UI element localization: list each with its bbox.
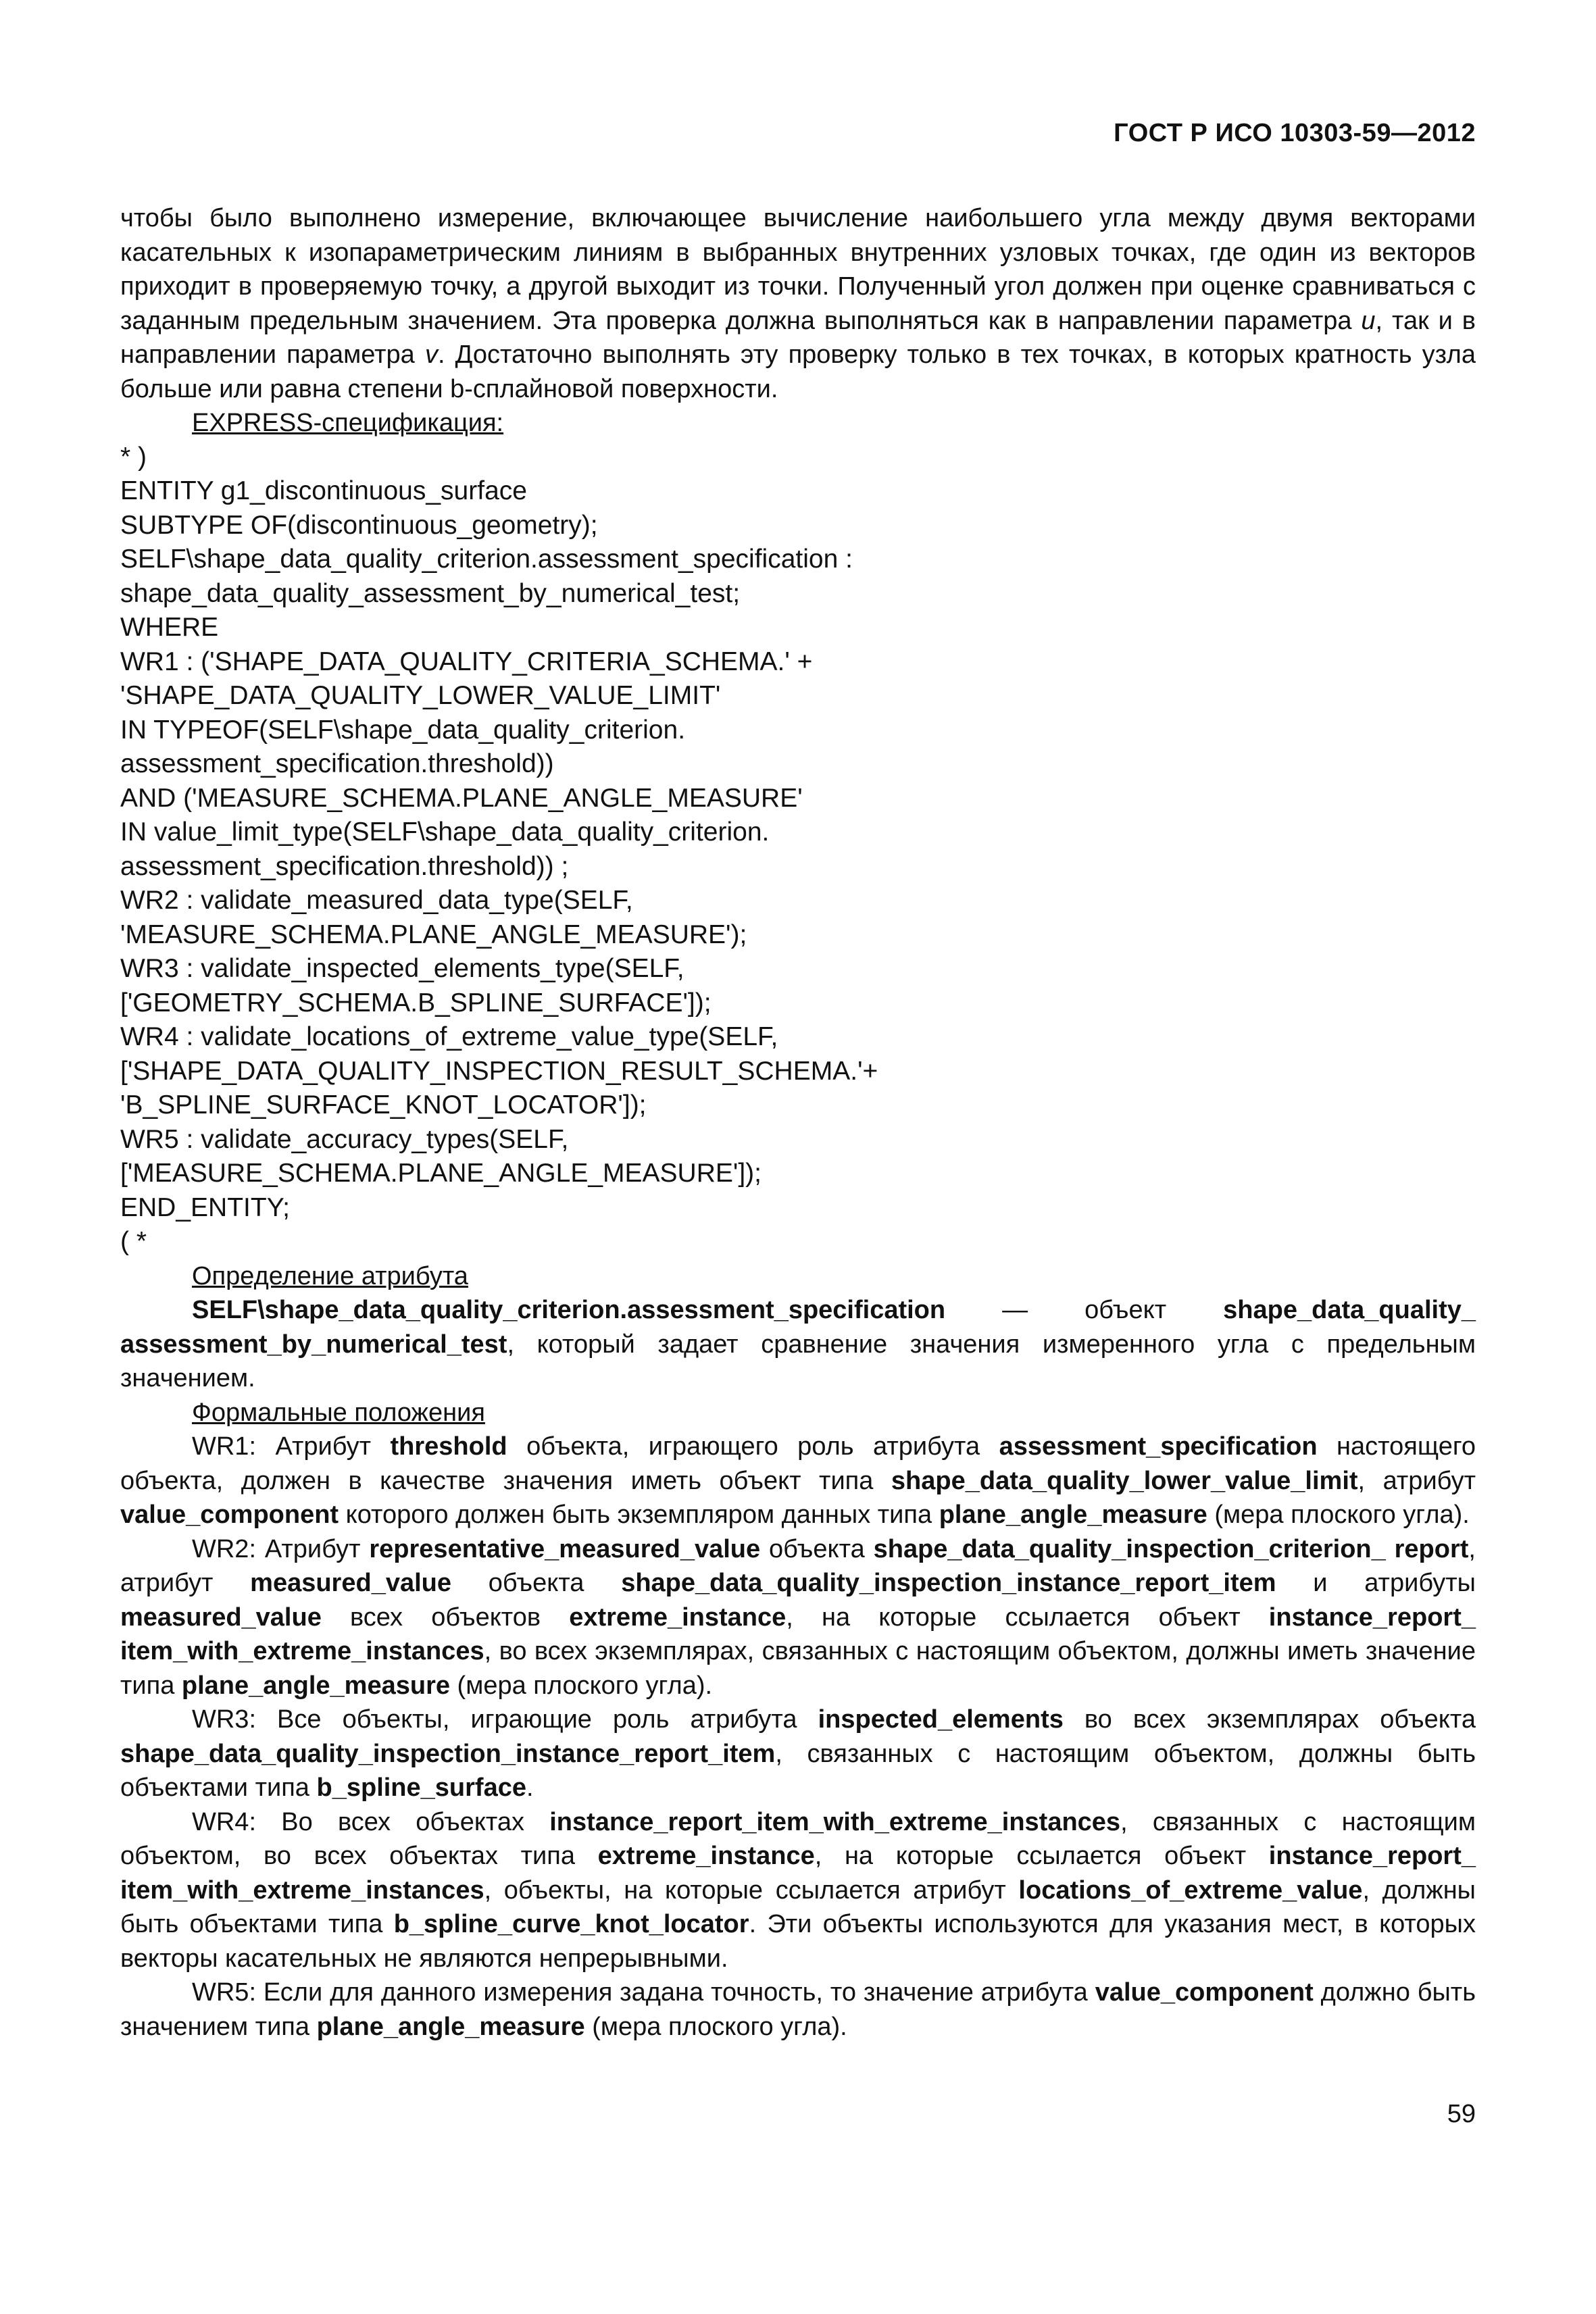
attribute-definition-label: Определение атрибута — [192, 1261, 468, 1290]
wr1-bold: plane_angle_measure — [939, 1501, 1207, 1529]
wr2-text: (мера плоского угла). — [450, 1671, 713, 1700]
wr1-bold: threshold — [390, 1432, 507, 1461]
wr2-text: WR2: Атрибут — [192, 1534, 370, 1563]
wr3-bold: inspected_elements — [818, 1705, 1064, 1734]
wr4-text: , связанных с настоящим объектом, во всех объектах типа — [120, 1807, 1476, 1870]
wr2-bold: extreme_instance — [569, 1603, 787, 1632]
express-spec-label: EXPRESS-спецификация: — [192, 409, 504, 437]
wr1-text: WR1: Атрибут — [192, 1432, 391, 1461]
code-line: ['SHAPE_DATA_QUALITY_INSPECTION_RESULT_SCHEMA.'+ — [120, 1056, 878, 1086]
attr-def-text-1: — объект — [945, 1296, 1224, 1324]
wr1-bold: value_component — [120, 1501, 339, 1529]
code-line: ( * — [120, 1227, 147, 1256]
wr2-text: , во всех экземплярах, связанных с настоящим объектом, должны иметь значение типа — [120, 1637, 1476, 1700]
page-header: ГОСТ Р ИСО 10303-59—2012 — [1114, 119, 1476, 147]
wr5-text: WR5: Если для данного измерения задана точность, то значение атрибута — [192, 1978, 1095, 2007]
code-line: SELF\shape_data_quality_criterion.assessment_specification : — [120, 545, 853, 574]
wr5-bold: value_component — [1095, 1978, 1314, 2007]
code-line: WR5 : validate_accuracy_types(SELF, — [120, 1124, 569, 1154]
wr5-text: должно быть значением типа — [120, 1978, 1476, 2041]
code-line: assessment_specification.threshold)) ; — [120, 851, 569, 881]
wr4-bold: locations_of_extreme_value — [1018, 1876, 1363, 1905]
wr1-bold: shape_data_quality_lower_value_limit — [891, 1466, 1358, 1495]
wr4-paragraph — [120, 1805, 1476, 1976]
code-line: 'SHAPE_DATA_QUALITY_LOWER_VALUE_LIMIT' — [120, 681, 721, 710]
code-line: 'B_SPLINE_SURFACE_KNOT_LOCATOR']); — [120, 1090, 647, 1120]
attr-def-bold-1: SELF\shape_data_quality_criterion.assessment_specification — [192, 1296, 946, 1324]
formal-provisions-label: Формальные положения — [192, 1398, 485, 1427]
wr3-bold: shape_data_quality_inspection_instance_report_item — [120, 1739, 776, 1768]
attr-def-text-2: , который задает сравнение значения измеренного угла с предельным значением. — [120, 1330, 1476, 1392]
code-line: IN TYPEOF(SELF\shape_data_quality_criterion. — [120, 715, 686, 745]
code-line: IN value_limit_type(SELF\shape_data_quality_criterion. — [120, 818, 770, 847]
wr2-bold: measured_value — [120, 1603, 322, 1632]
wr3-text: , связанных с настоящим объектом, должны быть объектами типа — [120, 1739, 1476, 1802]
wr4-bold: extreme_instance — [597, 1842, 815, 1870]
wr2-text: объекта — [451, 1569, 622, 1597]
wr1-text: (мера плоского угла). — [1207, 1501, 1470, 1529]
wr2-bold: shape_data_quality_inspection_criterion_ report — [873, 1534, 1469, 1563]
intro-paragraph — [120, 201, 1476, 406]
code-line: WR3 : validate_inspected_elements_type(SELF, — [120, 954, 684, 983]
code-line: ['GEOMETRY_SCHEMA.B_SPLINE_SURFACE']); — [120, 988, 712, 1017]
code-line: ['MEASURE_SCHEMA.PLANE_ANGLE_MEASURE']); — [120, 1159, 762, 1188]
code-line: WR2 : validate_measured_data_type(SELF, — [120, 886, 633, 915]
wr4-bold: b_spline_curve_knot_locator — [393, 1910, 749, 1938]
wr3-paragraph — [120, 1703, 1476, 1805]
wr1-bold: assessment_specification — [999, 1432, 1318, 1461]
wr4-text: , должны быть объектами типа — [120, 1876, 1476, 1938]
code-line: SUBTYPE OF(discontinuous_geometry); — [120, 510, 598, 540]
wr2-bold: instance_report_ item_with_extreme_instances — [120, 1603, 1476, 1665]
code-line: ENTITY g1_discontinuous_surface — [120, 476, 527, 505]
wr2-text: , на которые ссылается объект — [786, 1603, 1269, 1632]
code-line: WR1 : ('SHAPE_DATA_QUALITY_CRITERIA_SCHEMA.' + — [120, 647, 813, 676]
wr4-text: . Эти объекты используются для указания мест, в которых векторы касательных не являются непрерывными. — [120, 1910, 1476, 1973]
page-number: 59 — [1447, 2100, 1476, 2128]
code-line: END_ENTITY; — [120, 1192, 291, 1222]
intro-text-3: . Достаточно выполнять эту проверку только в тех точках, в которых кратность узла больше или равна степени b-сплайновой поверхности. — [120, 341, 1476, 403]
wr1-text: которого должен быть экземпляром данных типа — [339, 1501, 939, 1529]
wr3-bold: b_spline_surface — [316, 1774, 526, 1802]
attribute-definition-paragraph — [120, 1293, 1476, 1396]
wr4-text: , объекты, на которые ссылается атрибут — [484, 1876, 1019, 1905]
attr-def-bold-2: shape_data_quality_ assessment_by_numerical_test — [120, 1296, 1476, 1359]
intro-text-1: чтобы было выполнено измерение, включающее вычисление наибольшего угла между двумя векторами касательных к изопараметрическим линиям в выбранных внутренних узловых точках, где один из векторов приходит в проверяемую точку, а другой выходит из точки. Полученный угол должен при оценке сравниваться с заданным предельным значением. Эта проверка должна выполняться как в направлении параметра — [120, 204, 1476, 335]
wr4-text: WR4: Во всех объектах — [192, 1807, 550, 1836]
intro-param-u: u — [1361, 306, 1376, 335]
wr5-bold: plane_angle_measure — [316, 2012, 585, 2041]
wr3-text: WR3: Все объекты, играющие роль атрибута — [192, 1705, 818, 1734]
document-body — [120, 201, 1476, 2044]
wr1-text: настоящего объекта, должен в качестве значения иметь объект типа — [120, 1432, 1476, 1495]
wr1-paragraph — [120, 1430, 1476, 1532]
wr1-text: , атрибут — [1357, 1466, 1476, 1495]
wr4-text: , на которые ссылается объект — [814, 1842, 1269, 1870]
wr2-text: всех объектов — [321, 1603, 570, 1632]
wr5-paragraph — [120, 1976, 1476, 2044]
wr3-text: . — [526, 1774, 534, 1802]
wr4-bold: instance_report_item_with_extreme_instances — [549, 1807, 1121, 1836]
code-line: assessment_specification.threshold)) — [120, 749, 554, 778]
wr2-text: , атрибут — [120, 1534, 1476, 1597]
wr5-text: (мера плоского угла). — [584, 2012, 847, 2041]
wr2-text: и атрибуты — [1276, 1569, 1476, 1597]
intro-param-v: v — [424, 341, 438, 369]
code-line: shape_data_quality_assessment_by_numerical_test; — [120, 578, 741, 608]
wr2-paragraph — [120, 1532, 1476, 1703]
express-code-block — [120, 441, 1476, 1259]
wr2-text: объекта — [760, 1534, 874, 1563]
wr2-bold: plane_angle_measure — [181, 1671, 450, 1700]
code-line: 'MEASURE_SCHEMA.PLANE_ANGLE_MEASURE'); — [120, 920, 747, 949]
code-line: WR4 : validate_locations_of_extreme_value_type(SELF, — [120, 1022, 778, 1051]
code-line: AND ('MEASURE_SCHEMA.PLANE_ANGLE_MEASURE' — [120, 783, 803, 813]
code-line: * ) — [120, 442, 147, 472]
wr1-text: объекта, играющего роль атрибута — [507, 1432, 999, 1461]
wr2-bold: measured_value — [250, 1569, 451, 1597]
code-line: WHERE — [120, 613, 219, 642]
wr3-text: во всех экземплярах объекта — [1063, 1705, 1476, 1734]
wr4-bold: instance_report_ item_with_extreme_instances — [120, 1842, 1476, 1905]
wr2-bold: representative_measured_value — [369, 1534, 761, 1563]
wr2-bold: shape_data_quality_inspection_instance_report_item — [621, 1569, 1276, 1597]
intro-text-2: , так и в направлении параметра — [120, 306, 1476, 369]
